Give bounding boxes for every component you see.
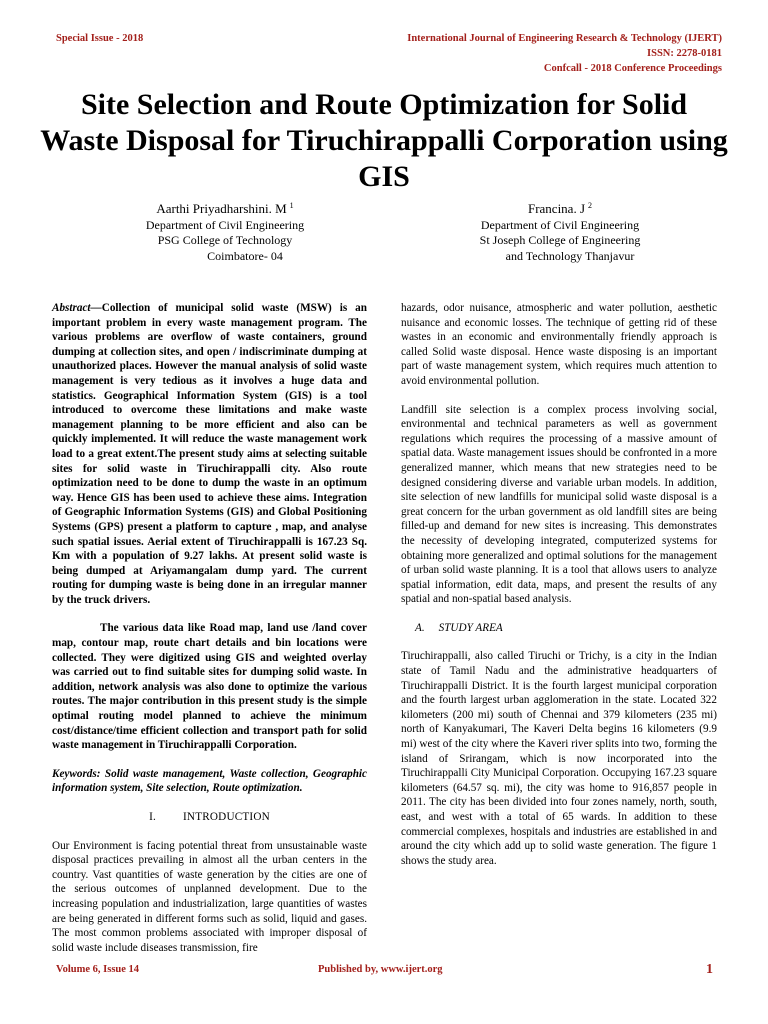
author-superscript: 2 xyxy=(588,201,593,210)
body-paragraph: Landfill site selection is a complex process involving social, environmental and technical parameters as well as government regulations which requires the processing of a massive amount of spatial data. Waste management issues should be confronted in a more generalized manner, which means that new strategies need to be designed considering diverse and variable urban models. In addition, site selection of new landfills for municipal solid waste disposal is a great concern for the urban government as old landfill sites are being filled-up and demand for new sites is increasing. This demonstrates the necessity of developing integrated, computerized systems for obtaining more generalized and optimal solutions for the management of urban solid waste planning. It is a tool that allows users to analyze spatial information, edit data, maps, and present the results of any spatial and non-spatial based analysis. xyxy=(401,403,717,606)
author-affiliation: Coimbatore- 04 xyxy=(207,248,283,263)
page-number: 1 xyxy=(706,962,713,977)
keywords-label: Keywords: xyxy=(52,767,101,780)
abstract xyxy=(52,301,367,607)
paper-title: Site Selection and Route Optimization for Solid Waste Disposal for Tiruchirappalli Corporation using GIS xyxy=(40,88,728,193)
keywords xyxy=(52,767,367,796)
introduction-paragraph: Our Environment is facing potential threat from unsustainable waste disposal practices prevailing in almost all the urban centers in the country. Vast quantities of waste generation by the cities are one of the serious outcomes of unplanned development. Due to the increasing population and industrialization, large quantities of wastes are being generated in different forms such as solid, liquid and gases. The most common problems associated with improper disposal of solid waste include diseases transmission, fire xyxy=(52,839,367,954)
section-heading-introduction: I. INTRODUCTION xyxy=(149,811,270,823)
right-column xyxy=(401,301,717,868)
author-affiliation: and Technology Thanjavur xyxy=(505,248,635,263)
subsection-heading-study-area: A. STUDY AREA xyxy=(415,621,503,634)
study-area-paragraph: Tiruchirappalli, also called Tiruchi or Trichy, is a city in the Indian state of Tamil Nadu and the administrative headquarters of Tiruchirappalli District. It is the fourth largest municipal corporation and the fourth largest urban agglomeration in the state. Located 322 kilometers (200 mi) south of Chennai and 379 kilometers (235 mi) north of Kanyakumari, The Kaveri Delta begins 16 kilometers (9.9 mi) west of the city where the Kaveri river splits into two, forming the island of Srirangam, which is now incorporated into the Tiruchirappalli City Municipal Corporation. Occupying 167.23 square kilometers (64.57 sq. mi), the city was home to 916,857 people in 2011. The city has been divided into four zones namely, north, south, east, and west with a total of 65 wards. In addition to these commercial complexes, hospitals and industries are established in and around the city which add up to solid waste generation. The figure 1 shows the study area. xyxy=(401,650,717,867)
special-issue-label: Special Issue - 2018 xyxy=(56,33,144,44)
author-name: Francina. J xyxy=(527,201,586,216)
footer-volume: Volume 6, Issue 14 xyxy=(56,964,140,975)
body-paragraph: hazards, odor nuisance, atmospheric and water pollution, aesthetic nuisance and economic losses. The technique of getting rid of these wastes in an economic and environmentally friendly approach is called Solid waste disposal. Hence waste disposing is an important part of waste management system, which requires much attention to avoid environmental pollution. xyxy=(401,302,717,387)
author-affiliation: Department of Civil Engineering xyxy=(480,217,640,232)
abstract-text: Collection of municipal solid waste (MSW) is an important problem in every waste management program. The various problems are overflow of waste containers, ground dumping at collection sites, and open / indiscriminate dumping at unauthorized places. However the manual analysis of solid waste management is very tedious as it involves a huge data and statistics. Geographical Information System (GIS) is a tool introduced to overcome these limitations and make waste management planning to be more efficient and also can be quickly implemented. It will reduce the waste management work load to a great extent.The present study aims at selecting suitable sites for solid waste in Tiruchirappalli city. Also route optimization need to be done to dump the waste in an optimum way. Hence GIS has been used to achieve these aims. Integration of Geographic Information Systems (GIS) and Global Positioning Systems (GPS) present a platform to capture , map, and analyse such spatial issues. Aerial extent of Tiruchirappalli is 167.23 Sq. Km with a population of 9.27 lakhs. At present solid waste is being dumped at Ariyamangalam dump yard. The current routing for dumping waste is being done in an irregular manner by the truck drivers. xyxy=(52,302,367,606)
abstract-dash: — xyxy=(90,302,102,314)
journal-header xyxy=(407,31,722,76)
keywords-text: Solid waste management, Waste collection, Geographic information system, Site selection, Route optimization. xyxy=(52,767,367,795)
author-block-1 xyxy=(110,198,340,264)
author-affiliation: St Joseph College of Engineering xyxy=(479,233,641,247)
footer-publisher: Published by, www.ijert.org xyxy=(318,964,443,975)
author-name: Aarthi Priyadharshini. M xyxy=(156,201,287,216)
conference-name: Confcall - 2018 Conference Proceedings xyxy=(543,63,722,74)
abstract-paragraph-2: The various data like Road map, land use /land cover map, contour map, route chart details and bin locations were collected. They were digitized using GIS and weighted overlay was carried out to find suitable sites for dumping solid waste. In addition, network analysis was also done to optimize the various routes. The major contribution in this present study is the simple optimal routing model planned to achieve the minimum cost/distance/time efficient collection and transport path for solid waste management in Tiruchirappalli Corporation. xyxy=(52,622,367,752)
abstract-label: Abstract xyxy=(52,302,91,314)
journal-name: International Journal of Engineering Research & Technology (IJERT) xyxy=(407,33,722,44)
author-affiliation: Department of Civil Engineering xyxy=(145,217,305,232)
author-affiliation: PSG College of Technology xyxy=(157,233,293,247)
author-superscript: 1 xyxy=(289,201,294,210)
issn: ISSN: 2278-0181 xyxy=(647,48,722,59)
left-column xyxy=(52,301,367,955)
author-block-2 xyxy=(440,198,680,264)
